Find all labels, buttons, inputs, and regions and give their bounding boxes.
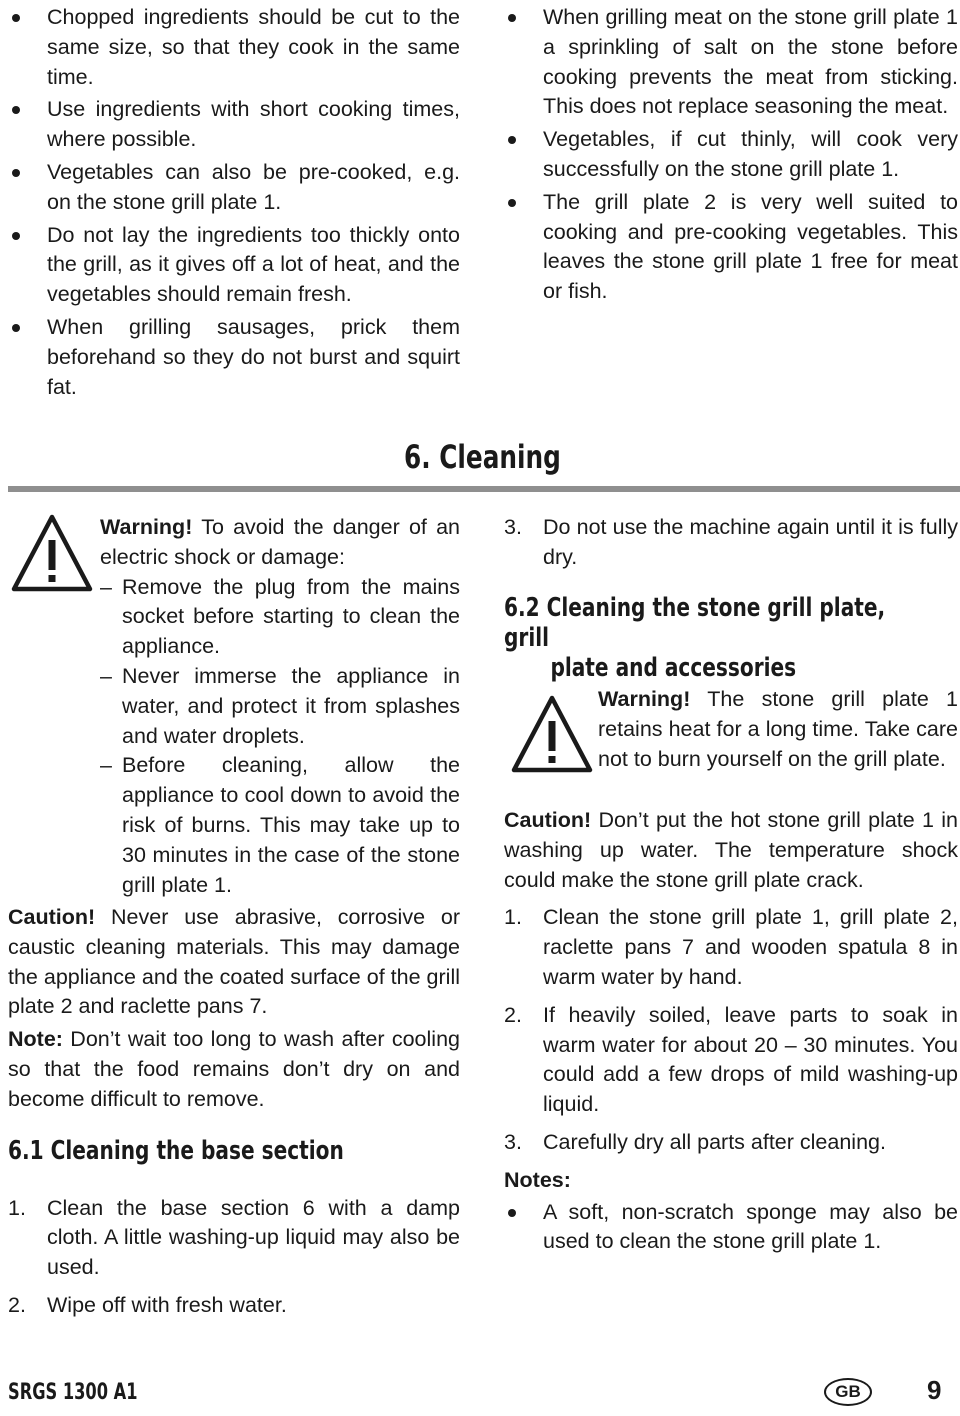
step-3-list (504, 513, 958, 573)
step-number: 3. (504, 515, 522, 539)
left-bottom-column (8, 903, 460, 1321)
subsection-title-line: plate and accessories (550, 652, 797, 683)
step-text: If heavily soiled, leave parts to soak in warm water for about 20 – 30 minutes. You could add a few drops of mild washing-up liquid. (543, 1002, 958, 1117)
step-text: Carefully dry all parts after cleaning. (543, 1129, 886, 1154)
step-number: 3. (504, 1129, 522, 1154)
warning-item-text: Never immerse the appliance in water, and protect it from splashes and water droplets. (122, 663, 460, 748)
warning-label: Warning! (100, 515, 193, 539)
warning-text: The stone grill plate 1 retains heat for a long time. Take care not to burn yourself on the grill plate. (598, 687, 958, 771)
warning-triangle-icon (10, 513, 94, 593)
notes-label: Notes: (504, 1167, 571, 1192)
step-text: Clean the base section 6 with a damp cloth. A little washing-up liquid may also be used. (47, 1195, 460, 1280)
step-item (8, 1194, 460, 1283)
subsection-title-line: 6.2 Cleaning the stone grill plate, grill (504, 592, 886, 653)
section-title: 6. Cleaning (404, 438, 561, 476)
caution-text: Don’t put the hot stone grill plate 1 in washing up water. The temperature shock could make the stone grill plate crack. (504, 808, 958, 892)
steps-6-2 (504, 903, 958, 1157)
step-item (8, 1291, 460, 1321)
bullet-item: When grilling meat on the stone grill plate 1 a sprinkling of salt on the stone before cooking prevents the meat from sticking. This does not replace seasoning the meat. (504, 3, 958, 122)
bullet-item: Do not lay the ingredients too thickly onto the grill, as it gives off a lot of heat, and the vegetables should remain fresh. (8, 221, 460, 310)
dash-mark: – (100, 574, 112, 599)
step-number: 1. (8, 1195, 26, 1220)
step-item (504, 903, 958, 992)
step-text: Do not use the machine again until it is fully dry. (543, 515, 958, 569)
section-divider (8, 486, 960, 492)
notes-list (504, 1198, 958, 1258)
note-item: A soft, non-scratch sponge may also be used to clean the stone grill plate 1. (504, 1198, 958, 1258)
bullet-item: Use ingredients with short cooking times, where possible. (8, 95, 460, 155)
subsection-title-6-2 (504, 593, 894, 683)
step-item (504, 1128, 958, 1158)
subsection-title-6-1: 6.1 Cleaning the base section (8, 1135, 344, 1166)
bullet-item: Vegetables can also be pre-cooked, e.g. on the stone grill plate 1. (8, 158, 460, 218)
step-item (504, 1001, 958, 1120)
right-bottom-column (504, 513, 958, 683)
note-text: Don’t wait too long to wash after cooling so that the food remains don’t dry on and become difficult to remove. (8, 1027, 460, 1111)
country-badge: GB (824, 1378, 872, 1406)
dash-mark: – (100, 663, 112, 688)
step-number: 2. (504, 1002, 522, 1027)
caution-label: Caution! (8, 905, 96, 929)
warning-label: Warning! (598, 687, 691, 711)
caution-paragraph (8, 903, 460, 1022)
step-item (504, 513, 958, 573)
step-text: Wipe off with fresh water. (47, 1292, 287, 1317)
warning-item (100, 751, 460, 900)
warning-paragraph (598, 685, 958, 774)
bullet-item: When grilling sausages, prick them beforehand so they do not burst and squirt fat. (8, 313, 460, 402)
warning-text: To avoid the danger of an electric shock or damage: (100, 515, 460, 569)
right-lower-column (504, 806, 958, 1257)
right-top-column (504, 3, 958, 307)
page-number: 9 (927, 1375, 942, 1405)
bullet-item: Chopped ingredients should be cut to the same size, so that they cook in the same time. (8, 3, 460, 92)
warning-item-text: Before cleaning, allow the appliance to cool down to avoid the risk of burns. This may take up to 30 minutes in the case of the stone grill plate 1. (122, 753, 460, 897)
caution-paragraph (504, 806, 958, 895)
step-number: 2. (8, 1292, 26, 1317)
caution-text: Never use abrasive, corrosive or caustic cleaning materials. This may damage the appliance and the coated surface of the grill plate 2 and raclette pans 7. (8, 905, 460, 1019)
dash-mark: – (100, 753, 112, 778)
warning-block (100, 513, 460, 900)
warning-triangle-icon (510, 694, 594, 774)
warning-item (100, 662, 460, 751)
note-paragraph (8, 1025, 460, 1114)
step-text: Clean the stone grill plate 1, grill plate 2, raclette pans 7 and wooden spatula 8 in warm water by hand. (543, 905, 958, 989)
bullet-item: Vegetables, if cut thinly, will cook very successfully on the stone grill plate 1. (504, 125, 958, 185)
left-top-column (8, 3, 460, 402)
right-top-bullet-list (504, 3, 958, 307)
warning-item (100, 573, 460, 662)
step-number: 1. (504, 905, 522, 930)
left-top-bullet-list (8, 3, 460, 402)
note-label: Note: (8, 1027, 63, 1052)
warning-intro (100, 513, 460, 573)
bullet-item: The grill plate 2 is very well suited to cooking and pre-cooking vegetables. This leaves the stone grill plate 1 free for meat or fish. (504, 188, 958, 307)
footer-model: SRGS 1300 A1 (8, 1380, 138, 1405)
caution-label: Caution! (504, 808, 592, 832)
warning-item-text: Remove the plug from the mains socket before starting to clean the appliance. (122, 574, 460, 659)
steps-6-1 (8, 1194, 460, 1321)
warning-block-6-2 (598, 685, 958, 774)
